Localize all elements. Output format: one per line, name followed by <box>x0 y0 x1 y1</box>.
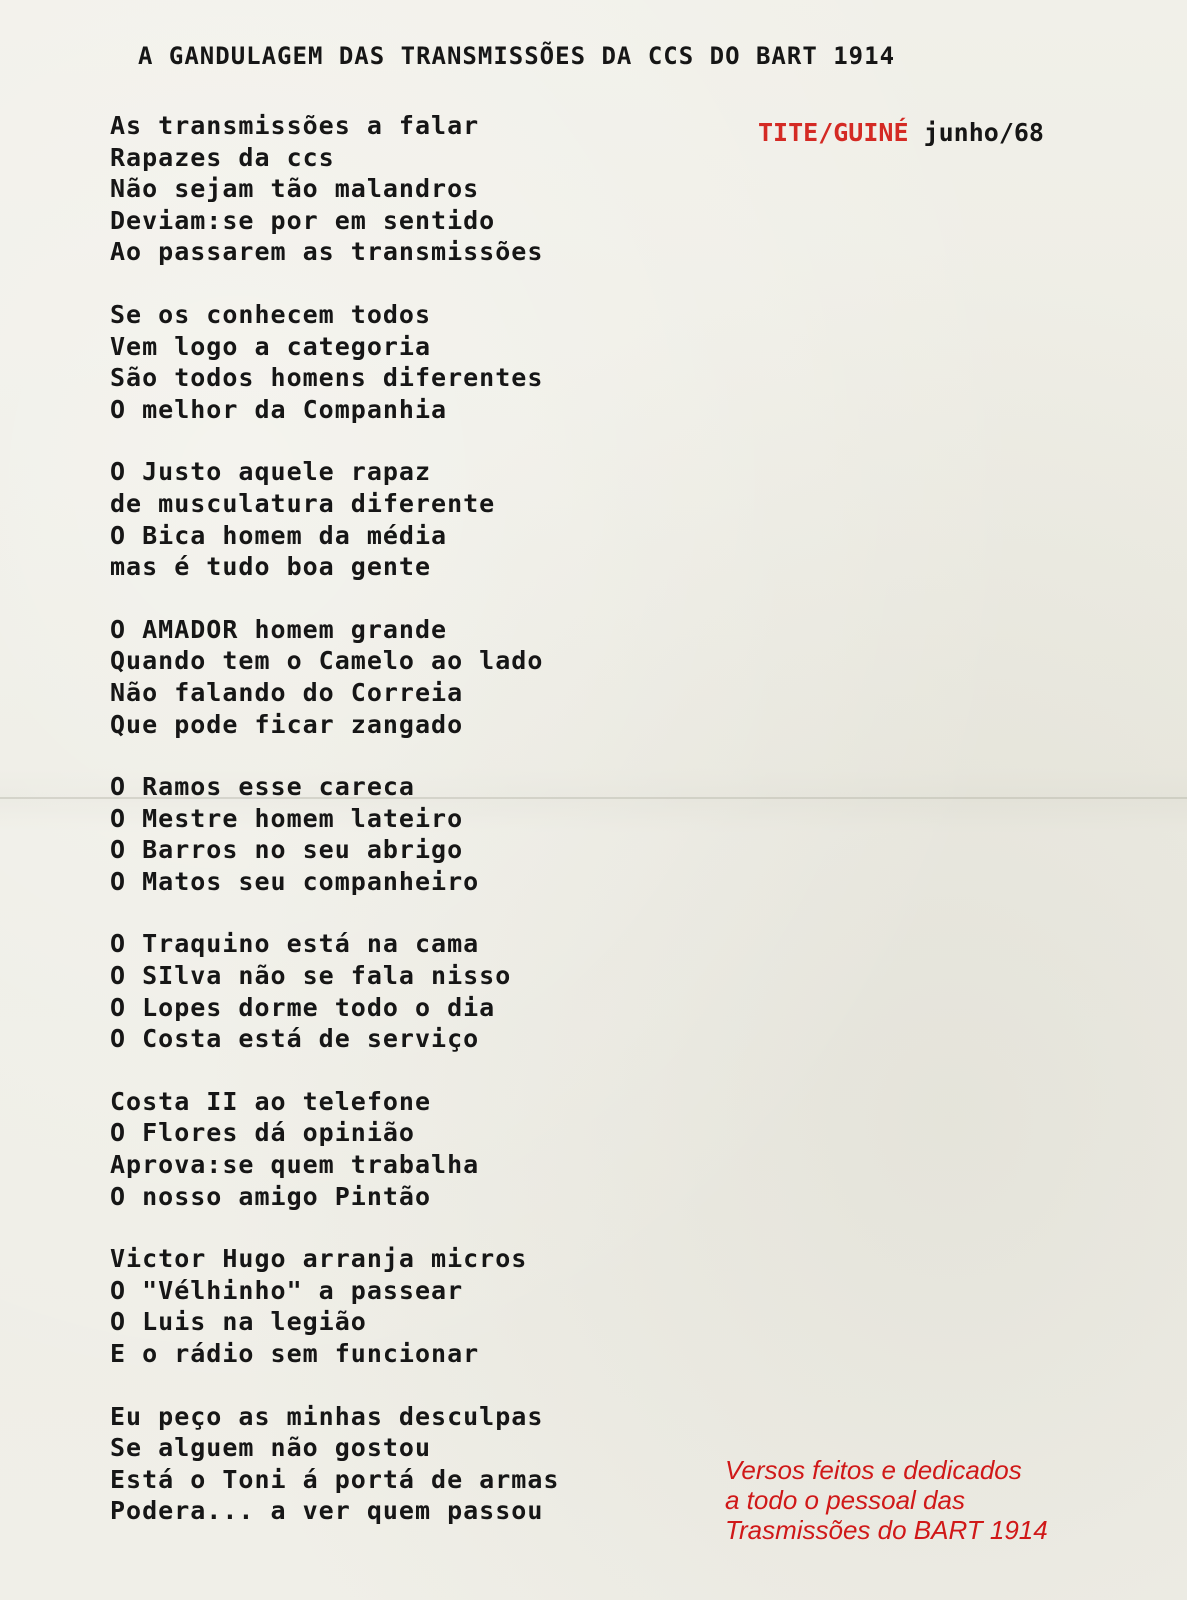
poem-line: O AMADOR homem grande <box>110 614 448 644</box>
poem-line: O nosso amigo Pintão <box>110 1181 432 1211</box>
poem-line: E o rádio sem funcionar <box>110 1339 480 1368</box>
poem-line: Deviam:se por em sentido <box>110 205 496 235</box>
poem <box>110 110 710 1558</box>
stanza <box>110 614 710 740</box>
stanza <box>110 771 710 897</box>
poem-line: Podera... a ver quem passou <box>110 1496 544 1526</box>
poem-line: Não falando do Correia <box>110 677 464 707</box>
poem-line: O Justo aquele rapaz <box>110 457 432 487</box>
dateline-place: TITE/GUINÉ <box>758 118 909 147</box>
poem-line: Está o Toni á portá de armas <box>110 1464 560 1494</box>
poem-line: O SIlva não se fala nisso <box>110 961 512 991</box>
poem-line: Quando tem o Camelo ao lado <box>110 646 544 676</box>
poem-line: O Costa está de serviço <box>110 1024 480 1054</box>
poem-line: O melhor da Companhia <box>110 394 448 424</box>
poem-line: O Lopes dorme todo o dia <box>110 992 496 1022</box>
stanza <box>110 110 710 268</box>
poem-line: de musculatura diferente <box>110 488 496 518</box>
poem-line: Se alguem não gostou <box>110 1433 432 1463</box>
poem-line: Se os conhecem todos <box>110 299 432 329</box>
stanza <box>110 1243 710 1369</box>
dateline-date: junho/68 <box>923 118 1044 147</box>
stanza <box>110 1086 710 1212</box>
poem-line: O Flores dá opinião <box>110 1118 415 1148</box>
poem-line: Costa II ao telefone <box>110 1086 432 1116</box>
poem-line: As transmissões a falar <box>110 111 480 140</box>
poem-line: O Barros no seu abrigo <box>110 835 464 865</box>
poem-line: O Bica homem da média <box>110 520 448 550</box>
poem-line: O Mestre homem lateiro <box>110 803 464 833</box>
poem-line: mas é tudo boa gente <box>110 552 432 582</box>
poem-line: Não sejam tão malandros <box>110 174 480 204</box>
dateline <box>758 118 1044 147</box>
poem-line: O Traquino está na cama <box>110 929 480 959</box>
poem-line: O "Vélhinho" a passear <box>110 1275 464 1305</box>
stanza <box>110 1401 710 1527</box>
poem-line: São todos homens diferentes <box>110 363 544 393</box>
poem-line: O Matos seu companheiro <box>110 866 480 896</box>
poem-line: O Ramos esse careca <box>110 772 415 802</box>
poem-line: Eu peço as minhas desculpas <box>110 1401 544 1431</box>
poem-line: O Luis na legião <box>110 1307 367 1337</box>
document-title: A GANDULAGEM DAS TRANSMISSÕES DA CCS DO BART 1914 <box>138 42 896 70</box>
poem-line: Ao passarem as transmissões <box>110 237 544 267</box>
poem-line: Rapazes da ccs <box>110 142 335 172</box>
dedication-line: a todo o pessoal das <box>725 1485 965 1515</box>
stanza <box>110 456 710 582</box>
poem-line: Aprova:se quem trabalha <box>110 1150 480 1180</box>
stanza <box>110 299 710 425</box>
poem-line: Victor Hugo arranja micros <box>110 1244 528 1274</box>
dedication-line: Trasmissões do BART 1914 <box>725 1515 1048 1545</box>
dedication-line: Versos feitos e dedicados <box>725 1455 1022 1485</box>
dedication-note <box>725 1455 1165 1545</box>
poem-line: Vem logo a categoria <box>110 331 432 361</box>
stanza <box>110 928 710 1054</box>
poem-line: Que pode ficar zangado <box>110 709 464 739</box>
